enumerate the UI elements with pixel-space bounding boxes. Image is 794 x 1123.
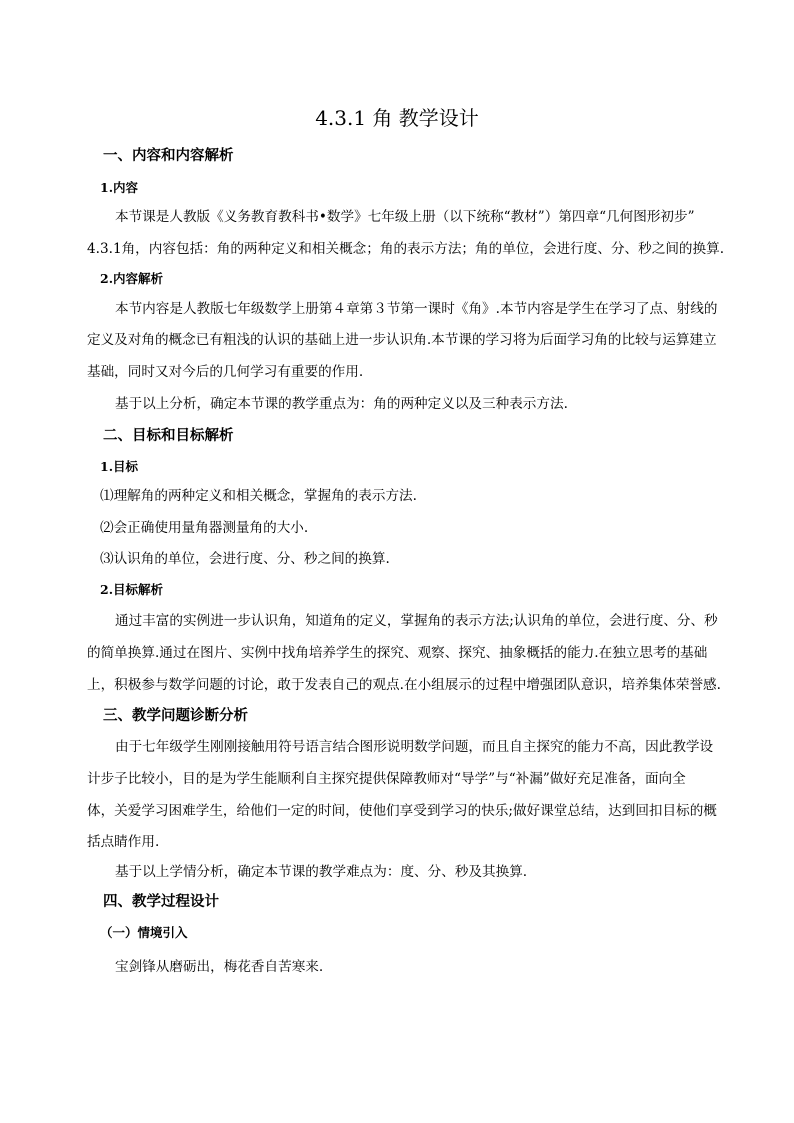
- section-heading-3: 三、教学问题诊断分析: [103, 707, 248, 724]
- paragraph-line: 定义及对角的概念已有粗浅的认识的基础上进一步认识角.本节课的学习将为后面学习角的比较与运算建立: [87, 332, 717, 348]
- paragraph-line: 计步子比较小，目的是为学生能顺利自主探究提供保障教师对“导学”与“补漏”做好充足准备，面向全: [87, 771, 686, 787]
- paragraph-line: 本节内容是人教版七年级数学上册第４章第３节第一课时《角》.本节内容是学生在学习了点、射线的: [115, 301, 718, 317]
- subsection-heading: 2.内容解析: [100, 271, 164, 286]
- section-heading-1: 一、内容和内容解析: [103, 147, 234, 164]
- paragraph-line: 基于以上学情分析，确定本节课的教学难点为：度、分、秒及其换算.: [115, 864, 528, 880]
- goal-item: ⑴理解角的两种定义和相关概念，掌握角的表示方法.: [100, 488, 417, 504]
- paragraph-line: 上，积极参与数学问题的讨论，敢于发表自己的观点.在小组展示的过程中增强团队意识，培养集体荣誉感.: [87, 677, 721, 693]
- paragraph-line: 基础，同时又对今后的几何学习有重要的作用.: [87, 364, 364, 380]
- goal-item: ⑶认识角的单位，会进行度、分、秒之间的换算.: [100, 551, 390, 567]
- subsection-heading: 1.目标: [100, 459, 139, 474]
- paragraph-line: 本节课是人教版《义务教育教科书•数学》七年级上册（以下统称“教材”）第四章“几何图形初步”: [115, 209, 695, 225]
- paragraph-line: 的简单换算.通过在图片、实例中找角培养学生的探究、观察、探究、抽象概括的能力.在独立思考的基础: [87, 645, 708, 661]
- paragraph-line: 括点睛作用.: [87, 834, 160, 850]
- section-heading-2: 二、目标和目标解析: [103, 427, 234, 444]
- paragraph-line: 4.3.1角，内容包括：角的两种定义和相关概念；角的表示方法；角的单位，会进行度、分、秒之间的换算.: [87, 241, 725, 257]
- goal-item: ⑵会正确使用量角器测量角的大小.: [100, 520, 309, 536]
- paragraph-line: 体，关爱学习困难学生，给他们一定的时间，使他们享受到学习的快乐;做好课堂总结，达到回扣目标的概: [87, 803, 717, 819]
- paragraph-line: 基于以上分析，确定本节课的教学重点为：角的两种定义以及三种表示方法.: [115, 396, 568, 412]
- paragraph-line: 由于七年级学生刚刚接触用符号语言结合图形说明数学问题，而且自主探究的能力不高，因此教学设: [115, 739, 714, 755]
- paragraph-line: 宝剑锋从磨砺出，梅花香自苦寒来.: [115, 959, 324, 975]
- subsection-heading: 2.目标解析: [100, 582, 164, 597]
- page-title: 4.3.1 角 教学设计: [315, 106, 479, 130]
- paragraph-line: 通过丰富的实例进一步认识角，知道角的定义，掌握角的表示方法;认识角的单位，会进行度、分、秒: [115, 613, 718, 629]
- section-heading-4: 四、教学过程设计: [103, 893, 219, 910]
- subsection-heading: 1.内容: [100, 180, 139, 195]
- subsection-heading: （一）情境引入: [100, 925, 188, 940]
